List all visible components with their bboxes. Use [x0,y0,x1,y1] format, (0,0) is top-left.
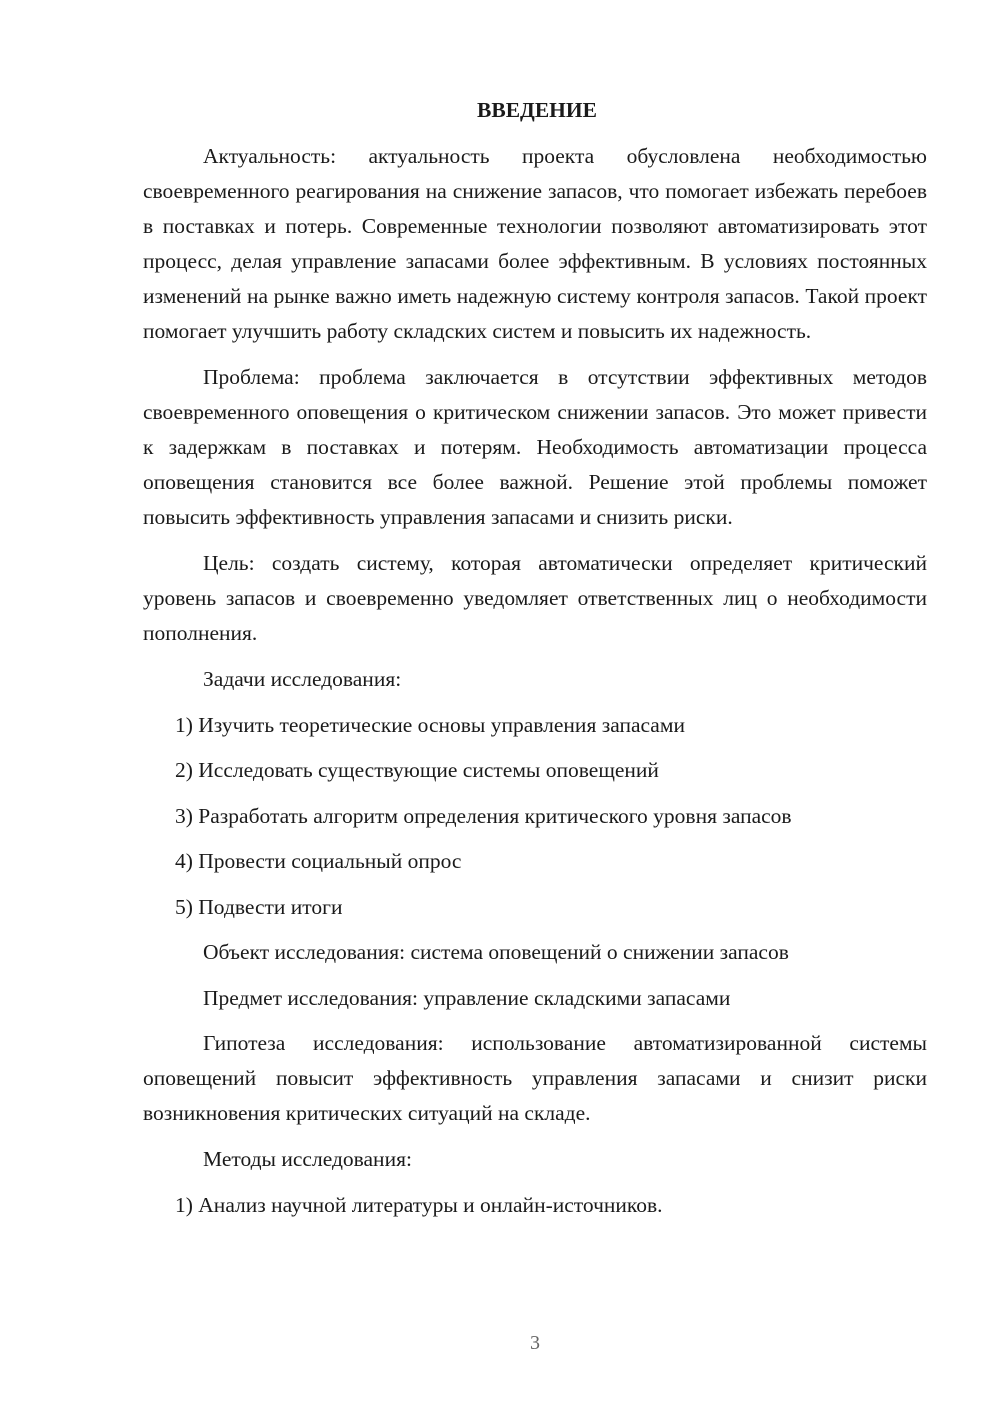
task-item: 3) Разработать алгоритм определения критического уровня запасов [175,803,792,828]
page-content [143,93,927,1233]
object-line: Объект исследования: система оповещений о снижении запасов [203,940,789,964]
page-number: 3 [530,1332,540,1354]
goal-paragraph: Цель: создать систему, которая автоматически определяет критический уровень запасов и своевременно уведомляет ответственных лиц о необходимости пополнения. [143,551,927,645]
problem-paragraph: Проблема: проблема заключается в отсутствии эффективных методов своевременного оповещения о критическом снижении запасов. Это может привести к задержкам в поставках и потерям. Необходимость автоматизации процесса оповещения становится все более важной. Решение этой проблемы поможет повысить эффективность управления запасами и снизить риски. [143,365,927,529]
task-item: 5) Подвести итоги [175,894,343,919]
section-title: ВВЕДЕНИЕ [477,98,597,122]
subject-line: Предмет исследования: управление складскими запасами [203,985,731,1010]
tasks-heading: Задачи исследования: [203,667,402,691]
task-item: 4) Провести социальный опрос [175,849,462,873]
hypothesis-paragraph: Гипотеза исследования: использование автоматизированной системы оповещений повысит эффективность управления запасами и снизит риски возникновения критических ситуаций на складе. [143,1031,927,1125]
methods-heading: Методы исследования: [203,1147,412,1171]
task-item: 1) Изучить теоретические основы управления запасами [175,712,685,737]
relevance-paragraph: Актуальность: актуальность проекта обусловлена необходимостью своевременного реагирования на снижение запасов, что помогает избежать перебоев в поставках и потерь. Современные технологии позволяют автоматизировать этот процесс, делая управление запасами более эффективным. В условиях постоянных изменений на рынке важно иметь надежную систему контроля запасов. Такой проект помогает улучшить работу складских систем и повысить их надежность. [143,144,927,343]
method-item: 1) Анализ научной литературы и онлайн-источников. [175,1192,663,1217]
task-item: 2) Исследовать существующие системы оповещений [175,758,659,782]
